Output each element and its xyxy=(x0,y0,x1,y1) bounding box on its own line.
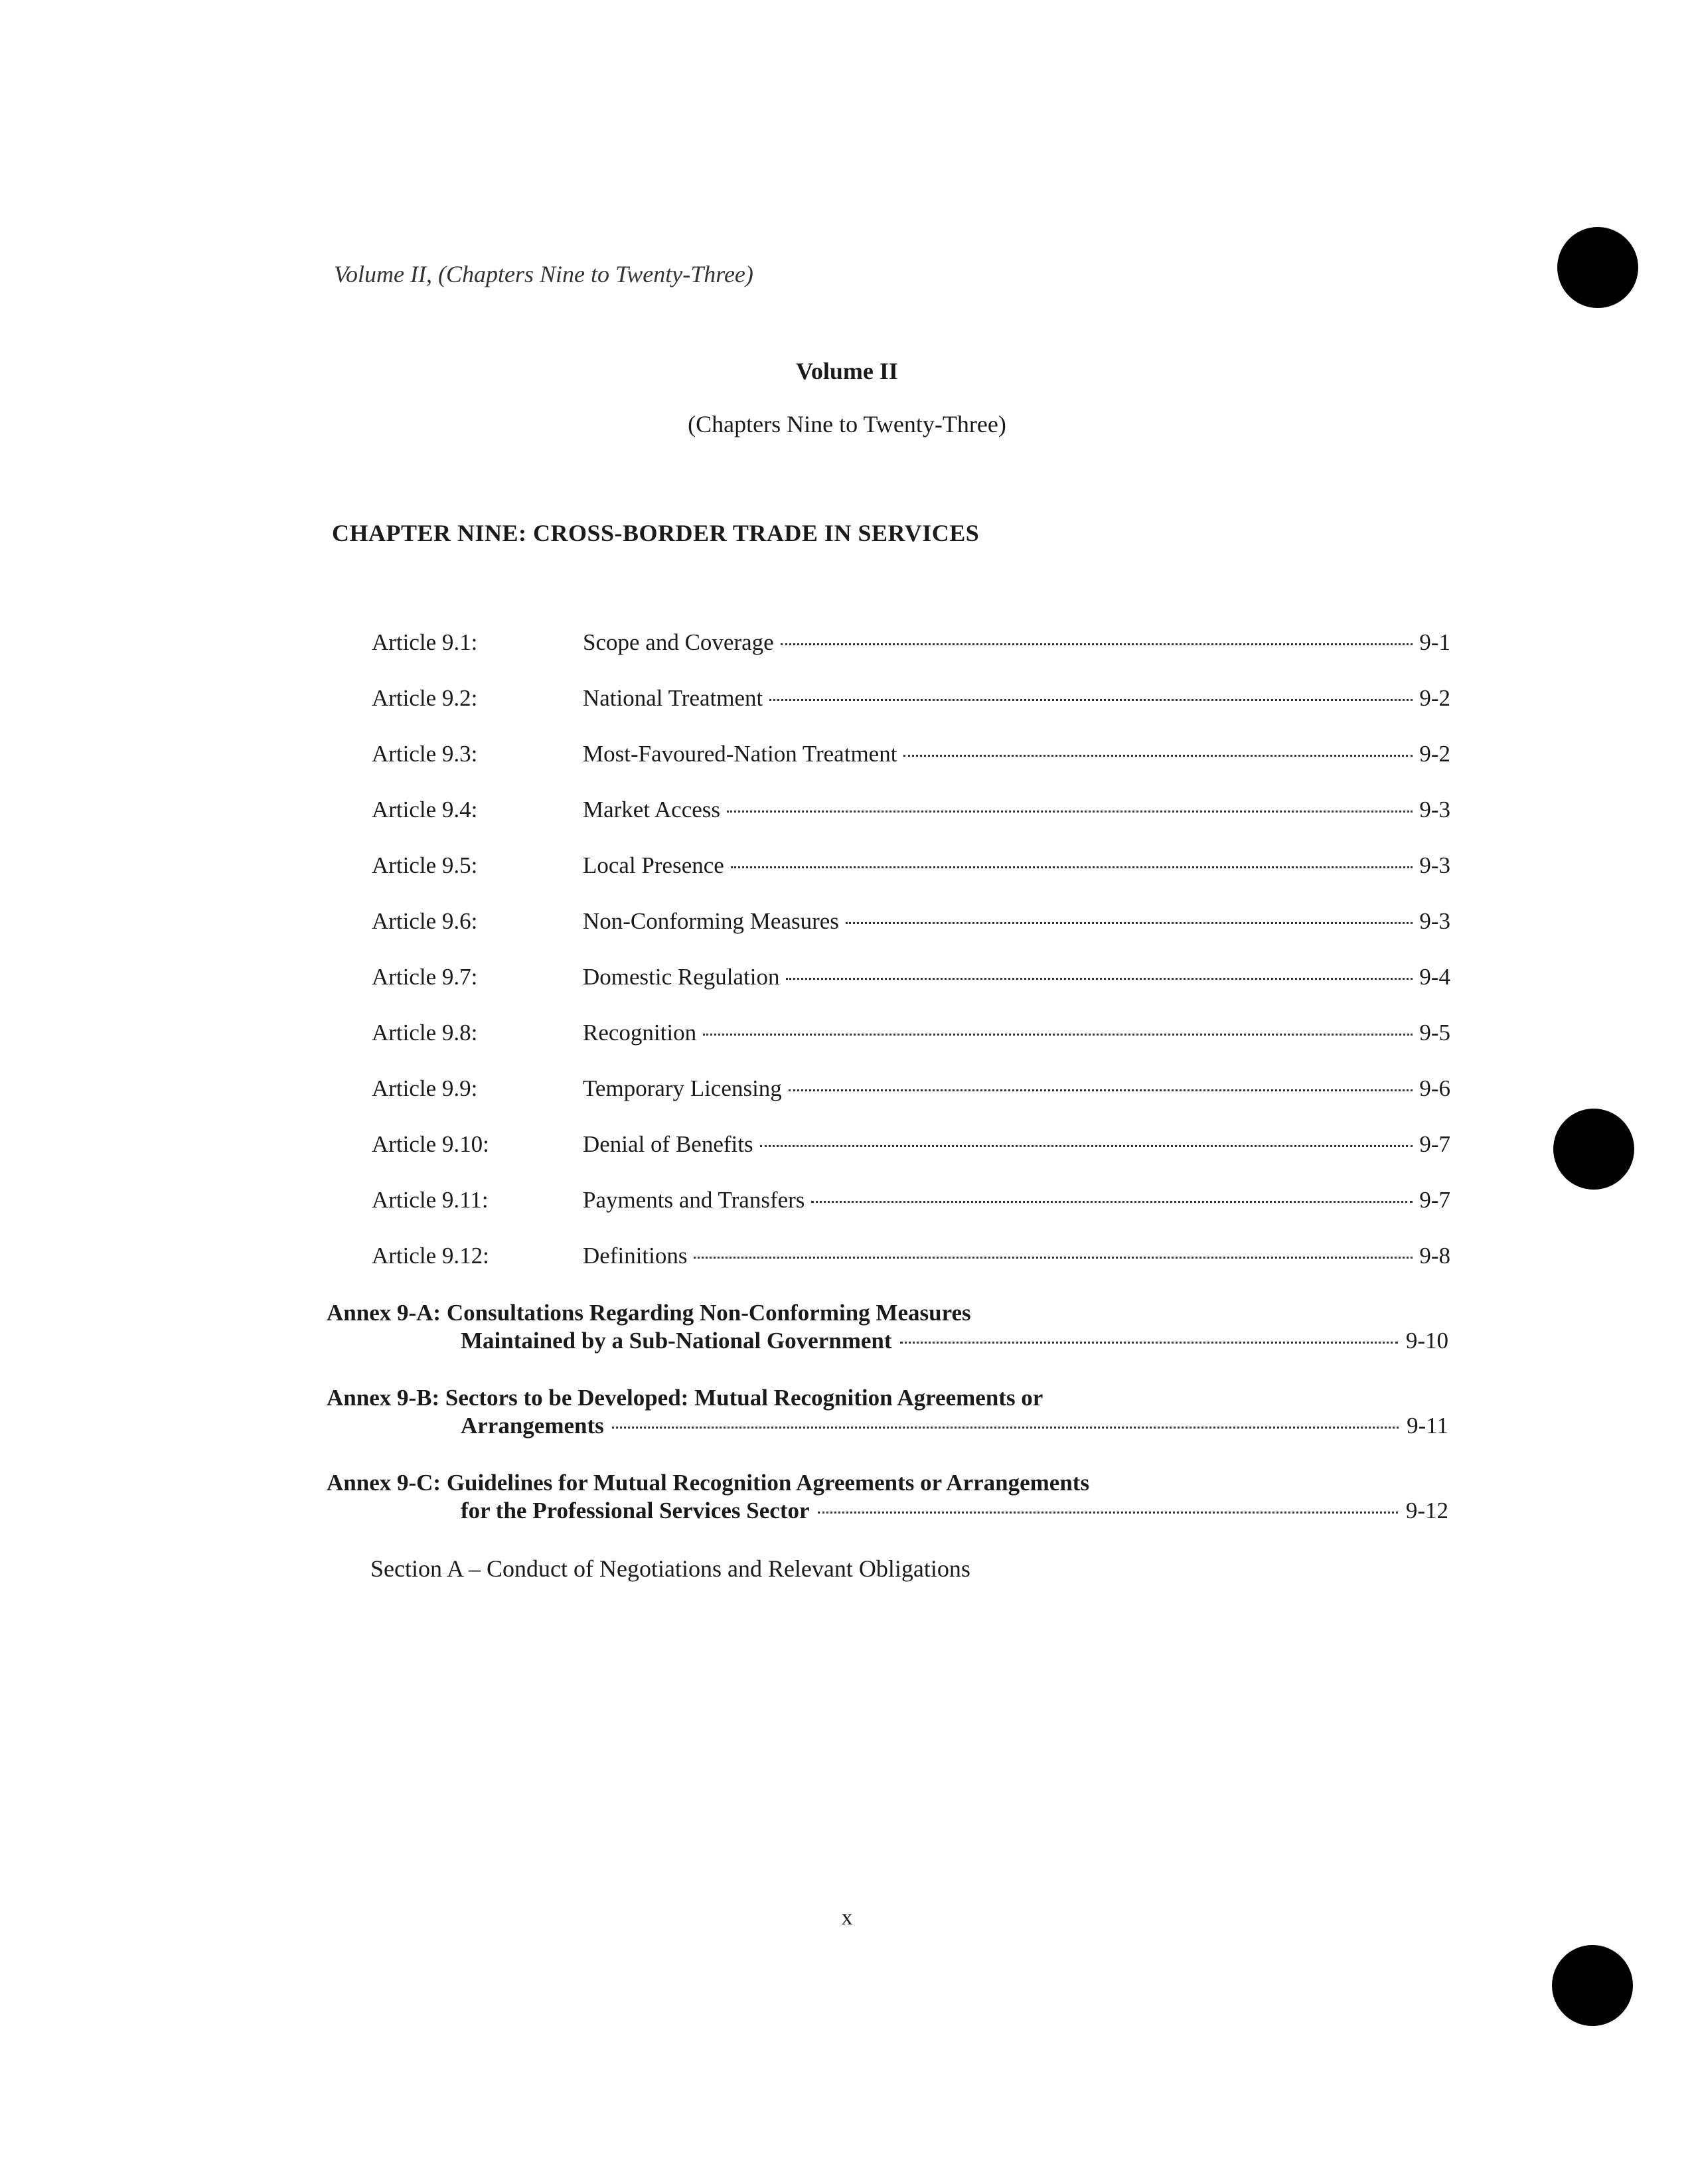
dot-leader xyxy=(694,1257,1413,1259)
toc-row xyxy=(372,629,1450,663)
article-number: Article 9.11: xyxy=(372,1187,489,1213)
article-number: Article 9.3: xyxy=(372,741,478,767)
annex-page: 9-11 xyxy=(1407,1413,1448,1439)
annex-entry xyxy=(327,1470,1448,1524)
annex-page: 9-10 xyxy=(1405,1328,1448,1354)
article-page: 9-8 xyxy=(1419,1243,1450,1269)
article-title: Domestic Regulation xyxy=(583,964,780,990)
annex-continuation xyxy=(327,1328,1448,1354)
annex-page: 9-12 xyxy=(1405,1498,1448,1523)
article-number: Article 9.8: xyxy=(372,1020,478,1046)
article-number: Article 9.5: xyxy=(372,852,478,878)
dot-leader xyxy=(760,1145,1413,1147)
section-heading: Section A – Conduct of Negotiations and Relevant Obligations xyxy=(370,1555,970,1582)
dot-leader xyxy=(846,922,1413,924)
annex-heading: Annex 9-C: Guidelines for Mutual Recognition Agreements or Arrangements xyxy=(327,1470,1090,1496)
dot-leader xyxy=(731,866,1413,868)
article-page: 9-3 xyxy=(1419,797,1450,822)
article-page: 9-4 xyxy=(1419,964,1450,990)
toc-row xyxy=(372,1131,1450,1164)
article-title: Local Presence xyxy=(583,852,724,878)
article-title: Denial of Benefits xyxy=(583,1131,753,1157)
annex-subtitle: for the Professional Services Sector xyxy=(461,1498,810,1523)
chapter-title: CHAPTER NINE: CROSS-BORDER TRADE IN SERVICES xyxy=(332,520,980,546)
article-page: 9-6 xyxy=(1419,1075,1450,1101)
annex-continuation xyxy=(327,1413,1448,1439)
article-number: Article 9.7: xyxy=(372,964,478,990)
toc-row xyxy=(372,964,1450,997)
article-number: Article 9.4: xyxy=(372,797,478,822)
article-title: Recognition xyxy=(583,1020,697,1046)
dot-leader xyxy=(818,1512,1398,1514)
dot-leader xyxy=(781,643,1413,645)
article-title: Most-Favoured-Nation Treatment xyxy=(583,741,897,767)
dot-leader xyxy=(903,755,1413,757)
toc-row xyxy=(372,741,1450,774)
article-number: Article 9.6: xyxy=(372,908,478,934)
punch-hole-icon xyxy=(1552,1945,1633,2026)
dot-leader xyxy=(703,1034,1413,1036)
article-title: Payments and Transfers xyxy=(583,1187,805,1213)
volume-subtitle: (Chapters Nine to Twenty-Three) xyxy=(688,411,1006,437)
toc-row xyxy=(372,1075,1450,1109)
page-number: x xyxy=(841,1905,853,1930)
toc-row xyxy=(372,1187,1450,1220)
article-number: Article 9.2: xyxy=(372,685,478,711)
article-title: Market Access xyxy=(583,797,721,822)
toc-row xyxy=(372,1243,1450,1276)
annex-heading: Annex 9-A: Consultations Regarding Non-Conforming Measures xyxy=(327,1300,971,1326)
punch-hole-icon xyxy=(1553,1109,1634,1190)
volume-title: Volume II xyxy=(796,358,898,384)
dot-leader xyxy=(811,1201,1413,1203)
article-number: Article 9.1: xyxy=(372,629,478,655)
article-title: National Treatment xyxy=(583,685,763,711)
dot-leader xyxy=(900,1342,1398,1344)
article-page: 9-5 xyxy=(1419,1020,1450,1046)
toc-row xyxy=(372,1020,1450,1053)
running-header: Volume II, (Chapters Nine to Twenty-Three) xyxy=(334,261,753,287)
article-page: 9-7 xyxy=(1419,1187,1450,1213)
toc-row xyxy=(372,908,1450,941)
dot-leader xyxy=(769,699,1413,701)
article-title: Definitions xyxy=(583,1243,688,1269)
article-title: Temporary Licensing xyxy=(583,1075,782,1101)
dot-leader xyxy=(789,1089,1413,1091)
annex-subtitle: Arrangements xyxy=(461,1413,604,1439)
annex-heading: Annex 9-B: Sectors to be Developed: Mutual Recognition Agreements or xyxy=(327,1385,1043,1411)
article-page: 9-2 xyxy=(1419,685,1450,711)
annex-subtitle: Maintained by a Sub-National Government xyxy=(461,1328,892,1354)
annex-entry xyxy=(327,1300,1448,1354)
article-page: 9-3 xyxy=(1419,908,1450,934)
toc-row xyxy=(372,685,1450,718)
article-title: Scope and Coverage xyxy=(583,629,774,655)
dot-leader xyxy=(786,978,1413,980)
punch-hole-icon xyxy=(1557,227,1638,308)
annex-continuation xyxy=(327,1498,1448,1524)
toc-row xyxy=(372,797,1450,830)
article-page: 9-2 xyxy=(1419,741,1450,767)
article-page: 9-7 xyxy=(1419,1131,1450,1157)
article-number: Article 9.9: xyxy=(372,1075,478,1101)
article-page: 9-3 xyxy=(1419,852,1450,878)
article-title: Non-Conforming Measures xyxy=(583,908,839,934)
article-page: 9-1 xyxy=(1419,629,1450,655)
toc-row xyxy=(372,852,1450,886)
dot-leader xyxy=(727,811,1413,813)
article-number: Article 9.12: xyxy=(372,1243,489,1269)
article-number: Article 9.10: xyxy=(372,1131,489,1157)
dot-leader xyxy=(612,1427,1399,1429)
annex-entry xyxy=(327,1385,1448,1439)
